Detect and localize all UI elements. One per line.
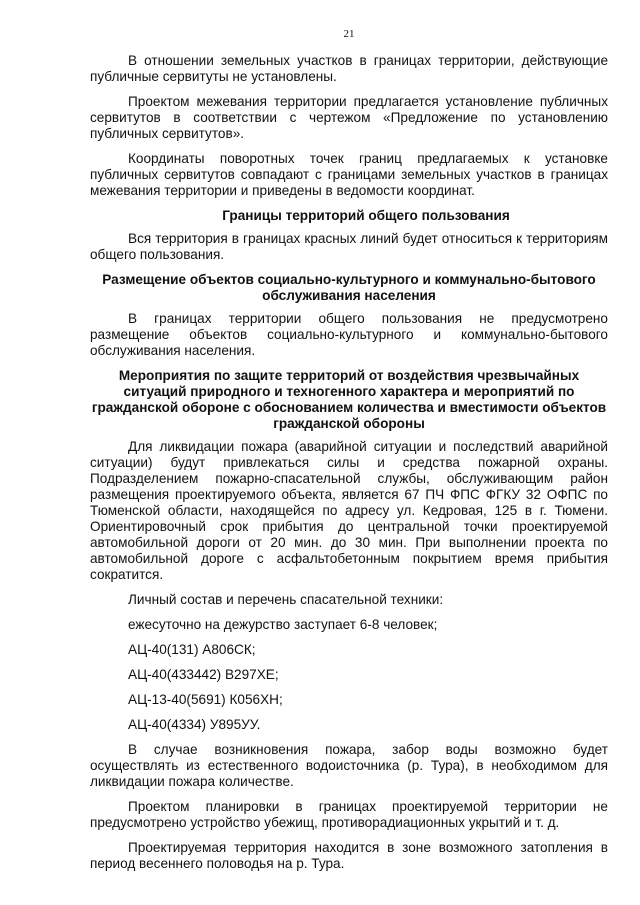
list-item: АЦ-40(433442) В297ХЕ; (128, 667, 279, 682)
staff-intro: Личный состав и перечень спасательной техники: (128, 592, 444, 607)
list-item: АЦ-40(131) А806СК; (128, 642, 256, 657)
paragraph-public-territories: Вся территория в границах красных линий будет относиться к территориям общего пользования. (90, 231, 608, 262)
heading-social-facilities: Размещение объектов социально-культурного и коммунально-бытового обслуживания населения (102, 272, 596, 303)
paragraph-fire-service: Для ликвидации пожара (аварийной ситуации и последствий аварийной ситуации) будут привлекаться силы и средства пожарной охраны. Подразделением пожарно-спасательной службы, обслуживающим район размещения проектируемого объекта, является 67 ПЧ ФПС ФГКУ 32 ОФПС по Тюменской области, находящейся по адресу ул. Кедровая, 125 в г. Тюмени. Ориентировочный срок прибытия до центральной точки проектируемой автомобильной дороги от 20 мин. до 30 мин. При выполнении проекта по автомобильной дороге с асфальтобетонным покрытием время прибытия сократится. (90, 439, 608, 582)
list-item: ежесуточно на дежурство заступает 6-8 человек; (128, 617, 438, 632)
list-item: АЦ-40(4334) У895УУ. (128, 717, 261, 732)
paragraph-easements-proposal: Проектом межевания территории предлагается установление публичных сервитутов в соответствии с чертежом «Предложение по установлению публичных сервитутов». (90, 94, 608, 141)
heading-public-territories: Границы территорий общего пользования (222, 208, 510, 223)
paragraph-water-source: В случае возникновения пожара, забор воды возможно будет осуществлять из естественного водоисточника (р. Тура), в необходимом для ликвидации пожара количестве. (90, 742, 608, 789)
list-item: АЦ-13-40(5691) К056ХН; (128, 692, 283, 707)
heading-emergency-measures: Мероприятия по защите территорий от воздействия чрезвычайных ситуаций природного и техногенного характера и мероприятий по гражданской обороне с обоснованием количества и вместимости объектов гражданской обороны (91, 368, 607, 431)
paragraph-flood-zone: Проектируемая территория находится в зоне возможного затопления в период весеннего половодья на р. Тура. (90, 840, 608, 871)
paragraph-social-facilities: В границах территории общего пользования не предусмотрено размещение объектов социально-культурного и коммунально-бытового обслуживания населения. (90, 311, 608, 358)
paragraph-easements-none: В отношении земельных участков в границах территории, действующие публичные сервитуты не установлены. (90, 53, 608, 84)
paragraph-easements-coordinates: Координаты поворотных точек границ предлагаемых к установке публичных сервитутов совпадают с границами земельных участков в границах межевания территории и приведены в ведомости координат. (90, 151, 608, 198)
paragraph-shelters: Проектом планировки в границах проектируемой территории не предусмотрено устройство убежищ, противорадиационных укрытий и т. д. (90, 799, 608, 830)
page-number: 21 (343, 28, 355, 40)
